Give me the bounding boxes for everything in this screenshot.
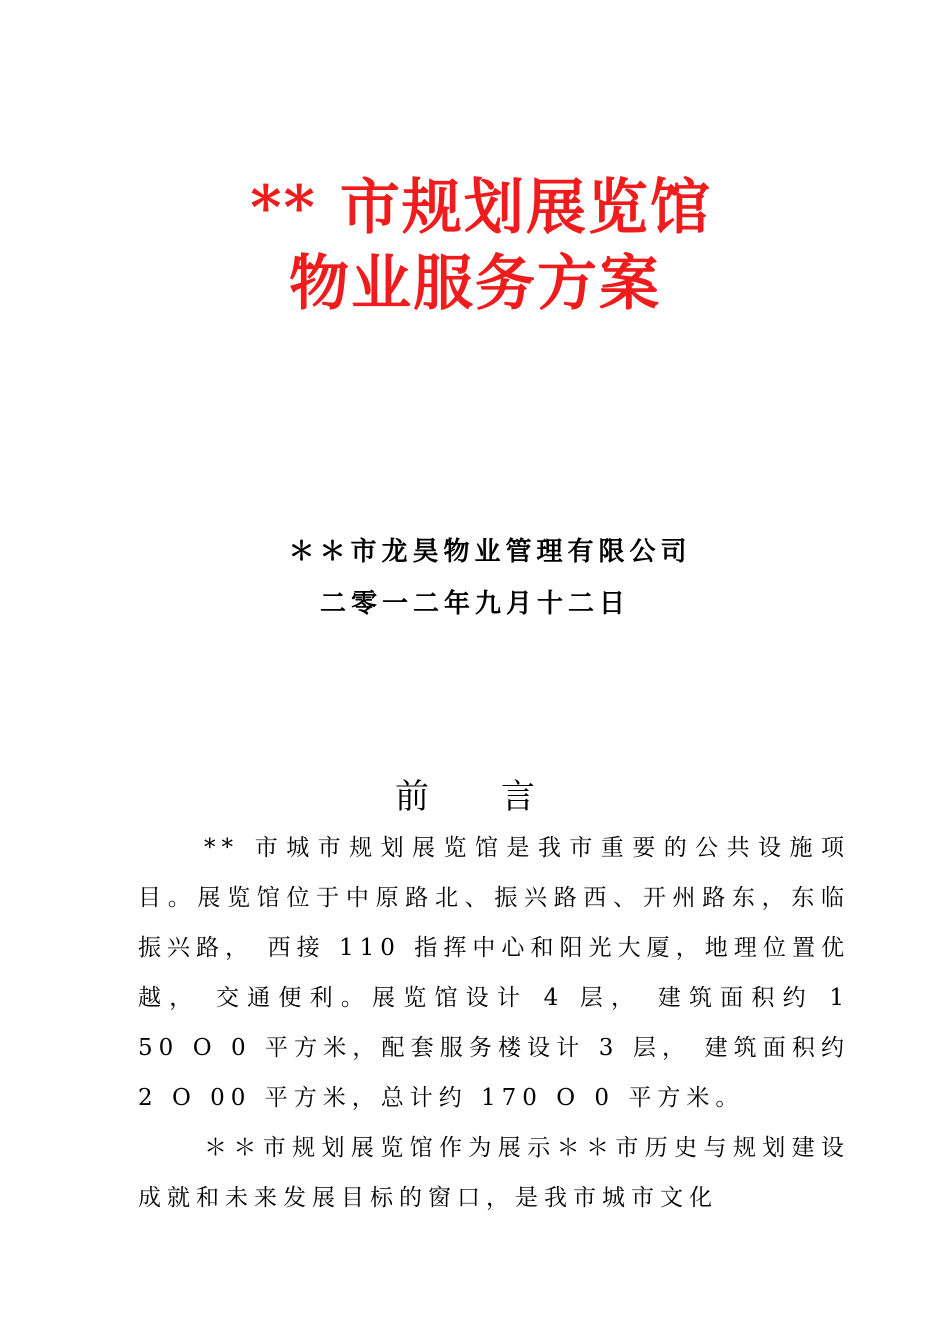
cover-title — [0, 170, 950, 322]
cover-issuer — [0, 526, 950, 630]
preface-paragraph-1: ** 市城市规划展览馆是我市重要的公共设施项目。展览馆位于中原路北、振兴路西、开州路东，东临振兴路， 西接 110 指挥中心和阳光大厦，地理位置优越， 交通便利。展览馆设计 4 层， 建筑面积约 1 50 O 0 平方米，配套服务楼设计 3 层， 建筑面积约 2 O 00 平方米，总计约 170 O 0 平方米。 — [138, 835, 850, 1111]
preface-paragraph-2: ＊＊市规划展览馆作为展示＊＊市历史与规划建设成就和未来发展目标的窗口，是我市城市文化 — [138, 1135, 850, 1211]
company-name: ＊＊市龙昊物业管理有限公司 — [288, 537, 692, 567]
title-line-1: ** 市规划展览馆 — [250, 173, 712, 243]
preface-body — [138, 823, 850, 1223]
preface-heading: 前言 — [395, 777, 607, 817]
issue-date: 二零一二年九月十二日 — [319, 589, 630, 619]
title-line-2: 物业服务方案 — [289, 249, 661, 319]
